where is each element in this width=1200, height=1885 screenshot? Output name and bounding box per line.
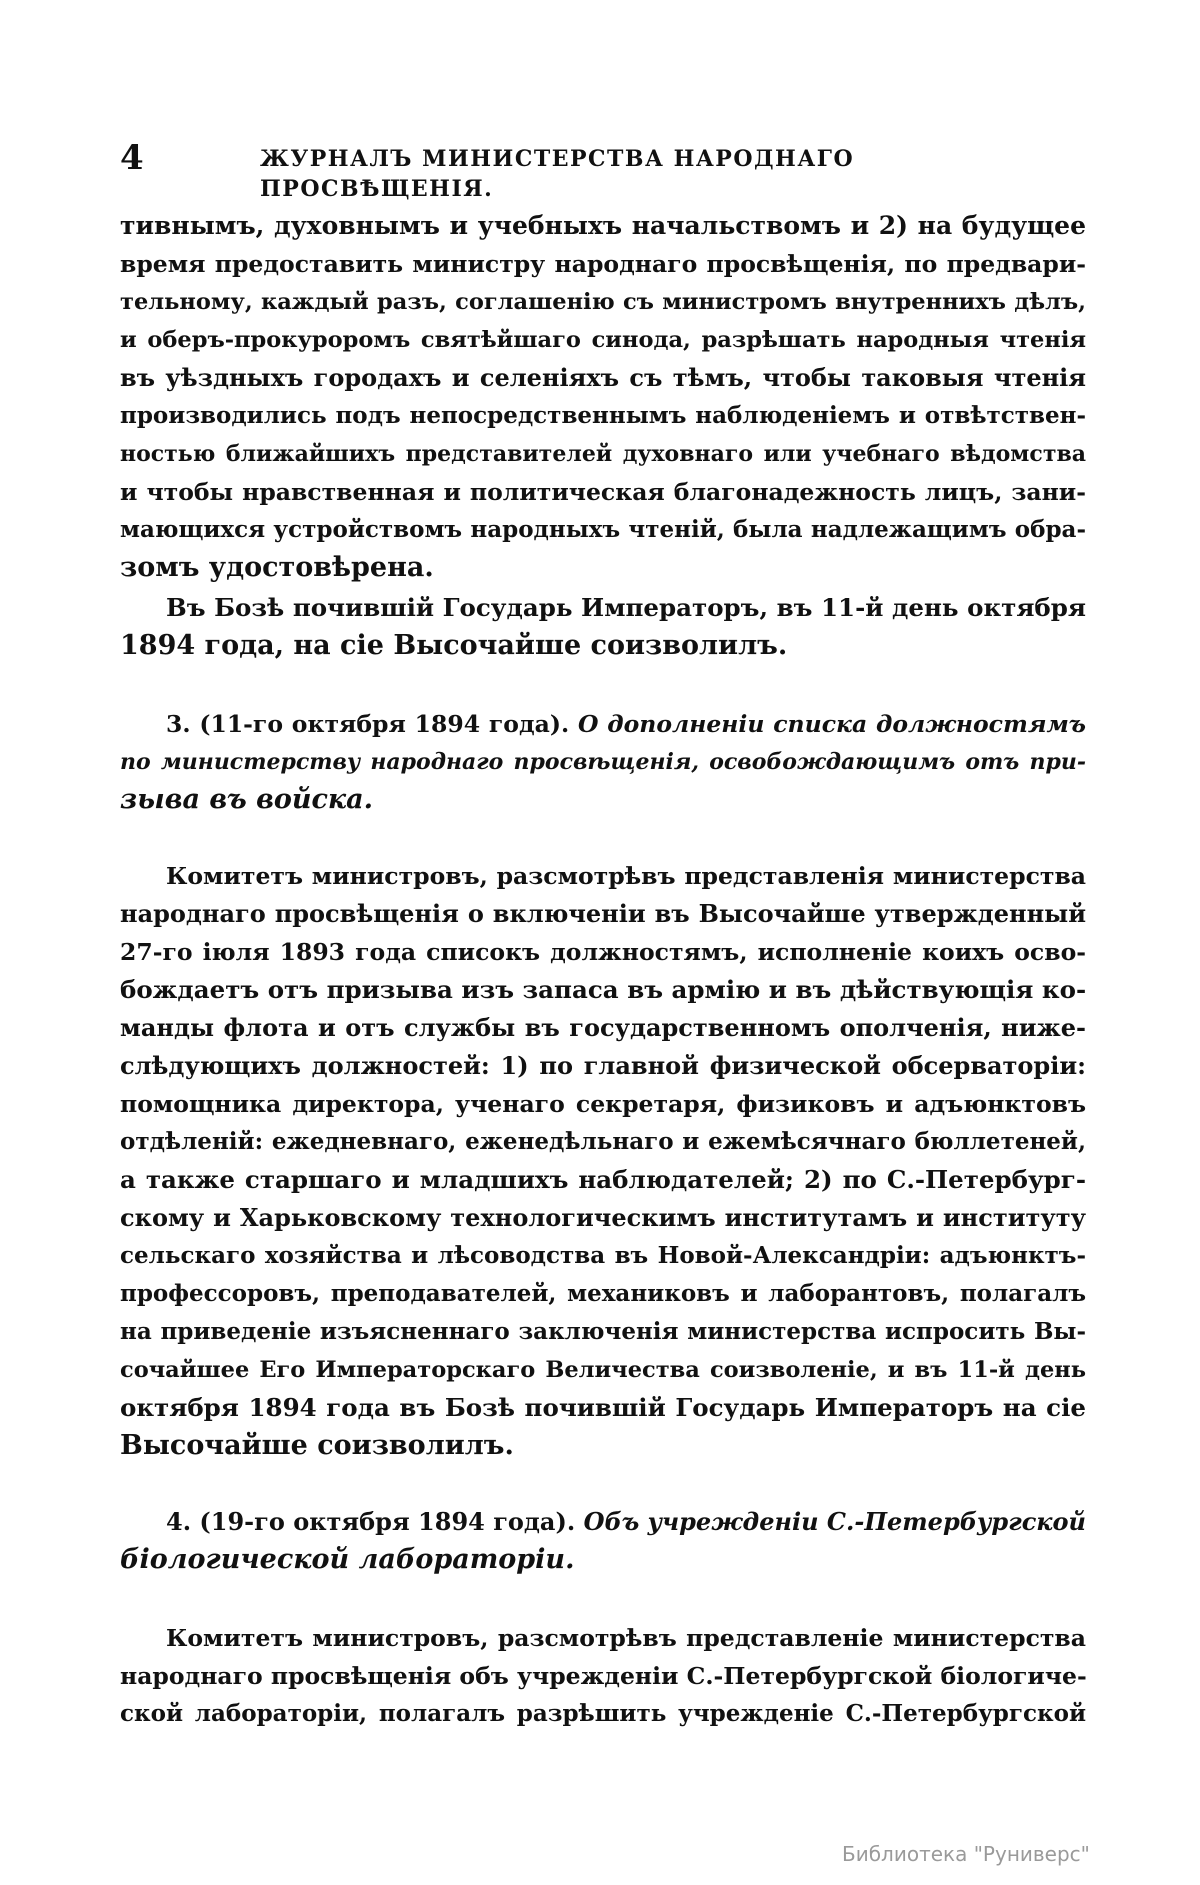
text-line: октября 1894 года въ Бозѣ почившій Государь Императоръ на сіе xyxy=(120,1393,1086,1422)
section-title-line: біологической лабораторіи. xyxy=(120,1544,575,1575)
section-title-line: по министерству народнаго просвѣщенія, освобождающимъ отъ при- xyxy=(120,749,1086,775)
text-line: мающихся устройствомъ народныхъ чтеній, была надлежащимъ обра- xyxy=(120,516,1086,543)
text-line: профессоровъ, преподавателей, механиковъ и лаборантовъ, полагалъ xyxy=(120,1280,1086,1307)
text-line: отдѣленій: ежедневнаго, еженедѣльнаго и ежемѣсячнаго бюллетеней, xyxy=(120,1128,1086,1155)
text-line: народнаго просвѣщенія о включеніи въ Высочайше утвержденный xyxy=(120,899,1086,928)
text-line: зомъ удостовѣрена. xyxy=(120,552,434,583)
section-heading xyxy=(166,1504,1086,1540)
text-line: помощника директора, ученаго секретаря, физиковъ и адъюнктовъ xyxy=(120,1090,1086,1118)
text-line: сельскаго хозяйства и лѣсоводства въ Новой-Александріи: адъюнктъ- xyxy=(120,1242,1086,1269)
section-title: О дополненіи списка должностямъ xyxy=(577,710,1086,738)
text-line: въ уѣздныхъ городахъ и селеніяхъ съ тѣмъ, чтобы таковыя чтенія xyxy=(120,363,1086,392)
section-title: Объ учрежденіи С.-Петербургской xyxy=(583,1507,1087,1536)
section-heading xyxy=(166,706,1086,742)
text-line: производились подъ непосредственнымъ наблюденіемъ и отвѣтствен- xyxy=(120,402,1086,429)
text-line: тивнымъ, духовнымъ и учебныхъ начальствомъ и 2) на будущее xyxy=(120,211,1086,240)
text-line: скому и Харьковскому технологическимъ институтамъ и институту xyxy=(120,1203,1086,1232)
text-line: Въ Бозѣ почившій Государь Императоръ, въ 11-й день октября xyxy=(166,593,1086,622)
text-line: Высочайше соизволилъ. xyxy=(120,1430,514,1461)
text-line: бождаетъ отъ призыва изъ запаса въ армію и въ дѣйствующія ко- xyxy=(120,975,1087,1004)
section-date: 4. (19-го октября 1894 года). xyxy=(166,1507,576,1536)
running-title: ЖУРНАЛЪ МИНИСТЕРСТВА НАРОДНАГО ПРОСВѢЩЕНІЯ. xyxy=(260,146,855,202)
text-line: сочайшее Его Императорскаго Величества соизволеніе, и въ 11-й день xyxy=(120,1357,1086,1383)
text-line: на приведеніе изъясненнаго заключенія министерства испросить Вы- xyxy=(120,1318,1086,1345)
page-header xyxy=(120,138,1090,202)
text-line: 27-го іюля 1893 года списокъ должностямъ, исполненіе коихъ осво- xyxy=(120,938,1086,966)
text-line: и оберъ-прокуроромъ святѣйшаго синода, разрѣшать народныя чтенія xyxy=(120,327,1086,353)
text-line: Комитетъ министровъ, разсмотрѣвъ представленіе министерства xyxy=(166,1624,1086,1652)
text-line: и чтобы нравственная и политическая благонадежность лицъ, зани- xyxy=(120,478,1086,506)
text-line: манды флота и отъ службы въ государственномъ ополченія, ниже- xyxy=(120,1013,1086,1042)
text-line: слѣдующихъ должностей: 1) по главной физической обсерваторіи: xyxy=(120,1051,1086,1080)
section-title-line: зыва въ войска. xyxy=(120,784,374,815)
text-line: а также старшаго и младшихъ наблюдателей; 2) по С.-Петербург- xyxy=(120,1165,1086,1194)
text-line: тельному, каждый разъ, соглашенію съ министромъ внутреннихъ дѣлъ, xyxy=(120,289,1086,315)
library-watermark: Библиотека "Руниверс" xyxy=(842,1842,1090,1866)
page-number: 4 xyxy=(120,138,144,178)
text-line: Комитетъ министровъ, разсмотрѣвъ представленія министерства xyxy=(166,862,1086,890)
section-date: 3. (11-го октября 1894 года). xyxy=(166,710,570,738)
text-line: ностью ближайшихъ представителей духовнаго или учебнаго вѣдомства xyxy=(120,441,1086,467)
text-line: народнаго просвѣщенія объ учрежденіи С.-Петербургской біологиче- xyxy=(120,1662,1087,1690)
text-line: 1894 года, на сіе Высочайше соизволилъ. xyxy=(120,630,788,661)
text-line: время предоставить министру народнаго просвѣщенія, по предвари- xyxy=(120,250,1086,278)
text-line: ской лабораторіи, полагалъ разрѣшить учрежденіе С.-Петербургской xyxy=(120,1700,1086,1727)
